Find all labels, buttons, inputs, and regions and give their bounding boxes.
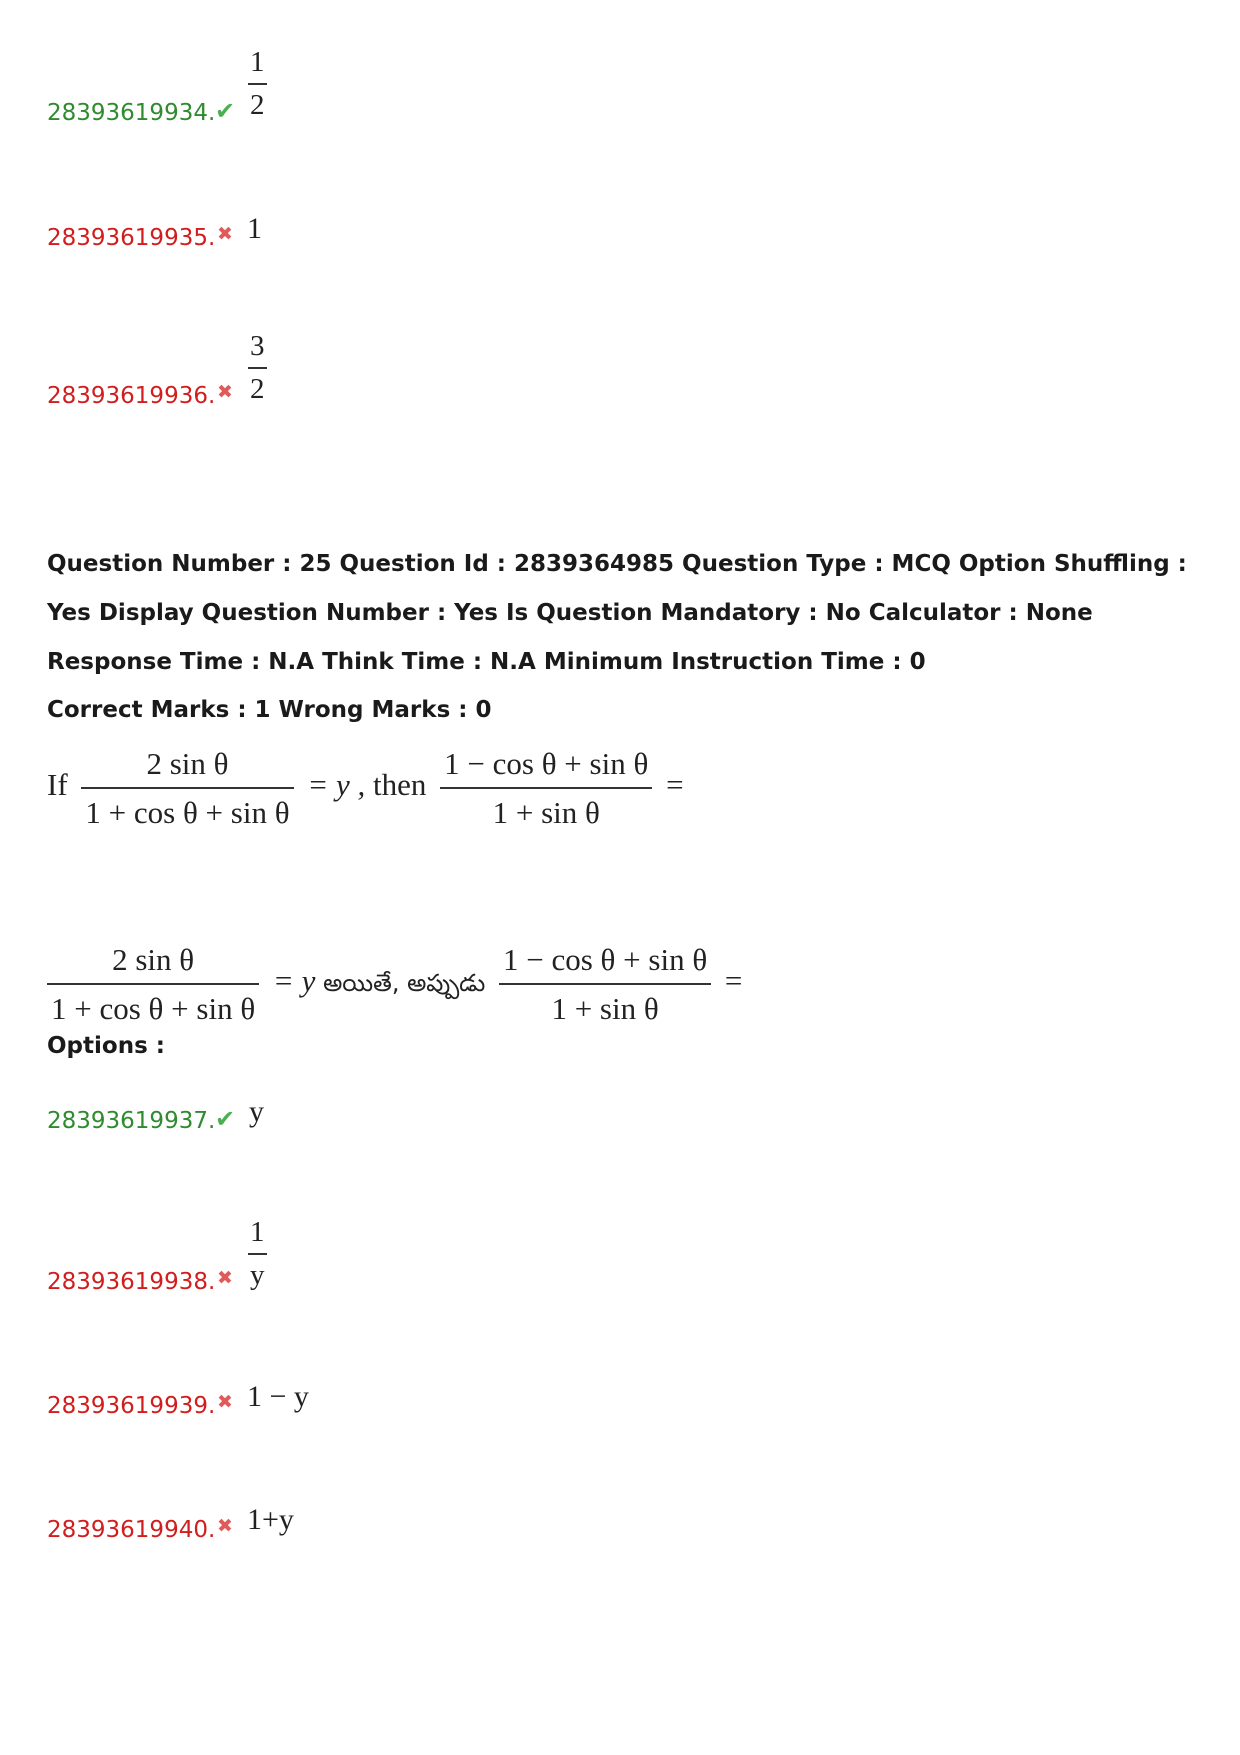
- question-fraction-2: [440, 748, 652, 828]
- question-marks: Correct Marks : 1 Wrong Marks : 0: [47, 697, 492, 723]
- fraction-numerator: 1 − cos θ + sin θ: [503, 942, 708, 977]
- option-answer-fraction: [248, 1218, 267, 1290]
- option-id: 28393619936.: [47, 383, 216, 409]
- option-answer: 1: [247, 212, 262, 245]
- fraction-numerator: 3: [250, 330, 265, 362]
- option-28393619939: [47, 1380, 747, 1500]
- option-id: 28393619939.: [47, 1393, 216, 1419]
- question-fraction-2: [499, 944, 711, 1024]
- option-id: 28393619937.: [47, 1108, 216, 1134]
- question-meta: Question Number : 25 Question Id : 2839364985 Question Type : MCQ Option Shuffling : Yes Display Question Number : Yes Is Question Mandatory : No Calculator : None Response Time : N.A Think Time : N.A Minimum Instruction Time : 0: [47, 551, 1187, 675]
- equals-sign: =: [666, 767, 684, 803]
- fraction-numerator: 2 sin θ: [146, 746, 229, 781]
- equals-sign: =: [724, 963, 743, 999]
- question-english: [47, 748, 684, 828]
- option-28393619937: [47, 1095, 747, 1220]
- fraction-denominator: 2: [250, 89, 265, 121]
- fraction-numerator: 1: [250, 46, 265, 78]
- option-id: 28393619938.: [47, 1269, 216, 1295]
- option-answer: 1+y: [247, 1503, 294, 1536]
- option-answer-fraction: [248, 48, 267, 120]
- option-28393619934: [47, 40, 747, 160]
- cross-icon: ✖: [217, 1267, 233, 1289]
- fraction-denominator: 1 + cos θ + sin θ: [85, 795, 290, 830]
- then-text: then: [373, 767, 427, 803]
- options-label: Options :: [47, 1033, 165, 1059]
- fraction-denominator: 1 + sin θ: [492, 795, 600, 830]
- fraction-numerator: 2 sin θ: [112, 942, 195, 977]
- equals-y: = y ,: [307, 767, 366, 803]
- question-fraction-1: [81, 748, 293, 828]
- cross-icon: ✖: [217, 1391, 233, 1413]
- option-28393619938: [47, 1210, 747, 1330]
- option-28393619940: [47, 1505, 747, 1625]
- cross-icon: ✖: [217, 381, 233, 403]
- option-id: 28393619940.: [47, 1517, 216, 1543]
- option-answer-fraction: [248, 332, 267, 404]
- equals-y: = y: [272, 963, 316, 999]
- fraction-numerator: 1: [250, 1216, 265, 1248]
- option-answer: y: [249, 1095, 264, 1128]
- question-fraction-1: [47, 944, 259, 1024]
- cross-icon: ✖: [217, 223, 233, 245]
- check-icon: ✔: [215, 97, 236, 125]
- fraction-denominator: y: [250, 1259, 265, 1291]
- option-answer: 1 − y: [247, 1380, 309, 1413]
- fraction-denominator: 2: [250, 373, 265, 405]
- if-text: If: [47, 767, 68, 803]
- option-28393619935: [47, 200, 747, 320]
- fraction-denominator: 1 + sin θ: [551, 991, 659, 1026]
- option-id: 28393619935.: [47, 225, 216, 251]
- telugu-words: అయితే, అప్పుడు: [323, 969, 486, 998]
- option-28393619936: [47, 320, 747, 440]
- check-icon: ✔: [215, 1105, 236, 1133]
- cross-icon: ✖: [217, 1515, 233, 1537]
- fraction-denominator: 1 + cos θ + sin θ: [51, 991, 256, 1026]
- question-telugu: [47, 944, 742, 1024]
- fraction-numerator: 1 − cos θ + sin θ: [444, 746, 649, 781]
- option-id: 28393619934.: [47, 100, 216, 126]
